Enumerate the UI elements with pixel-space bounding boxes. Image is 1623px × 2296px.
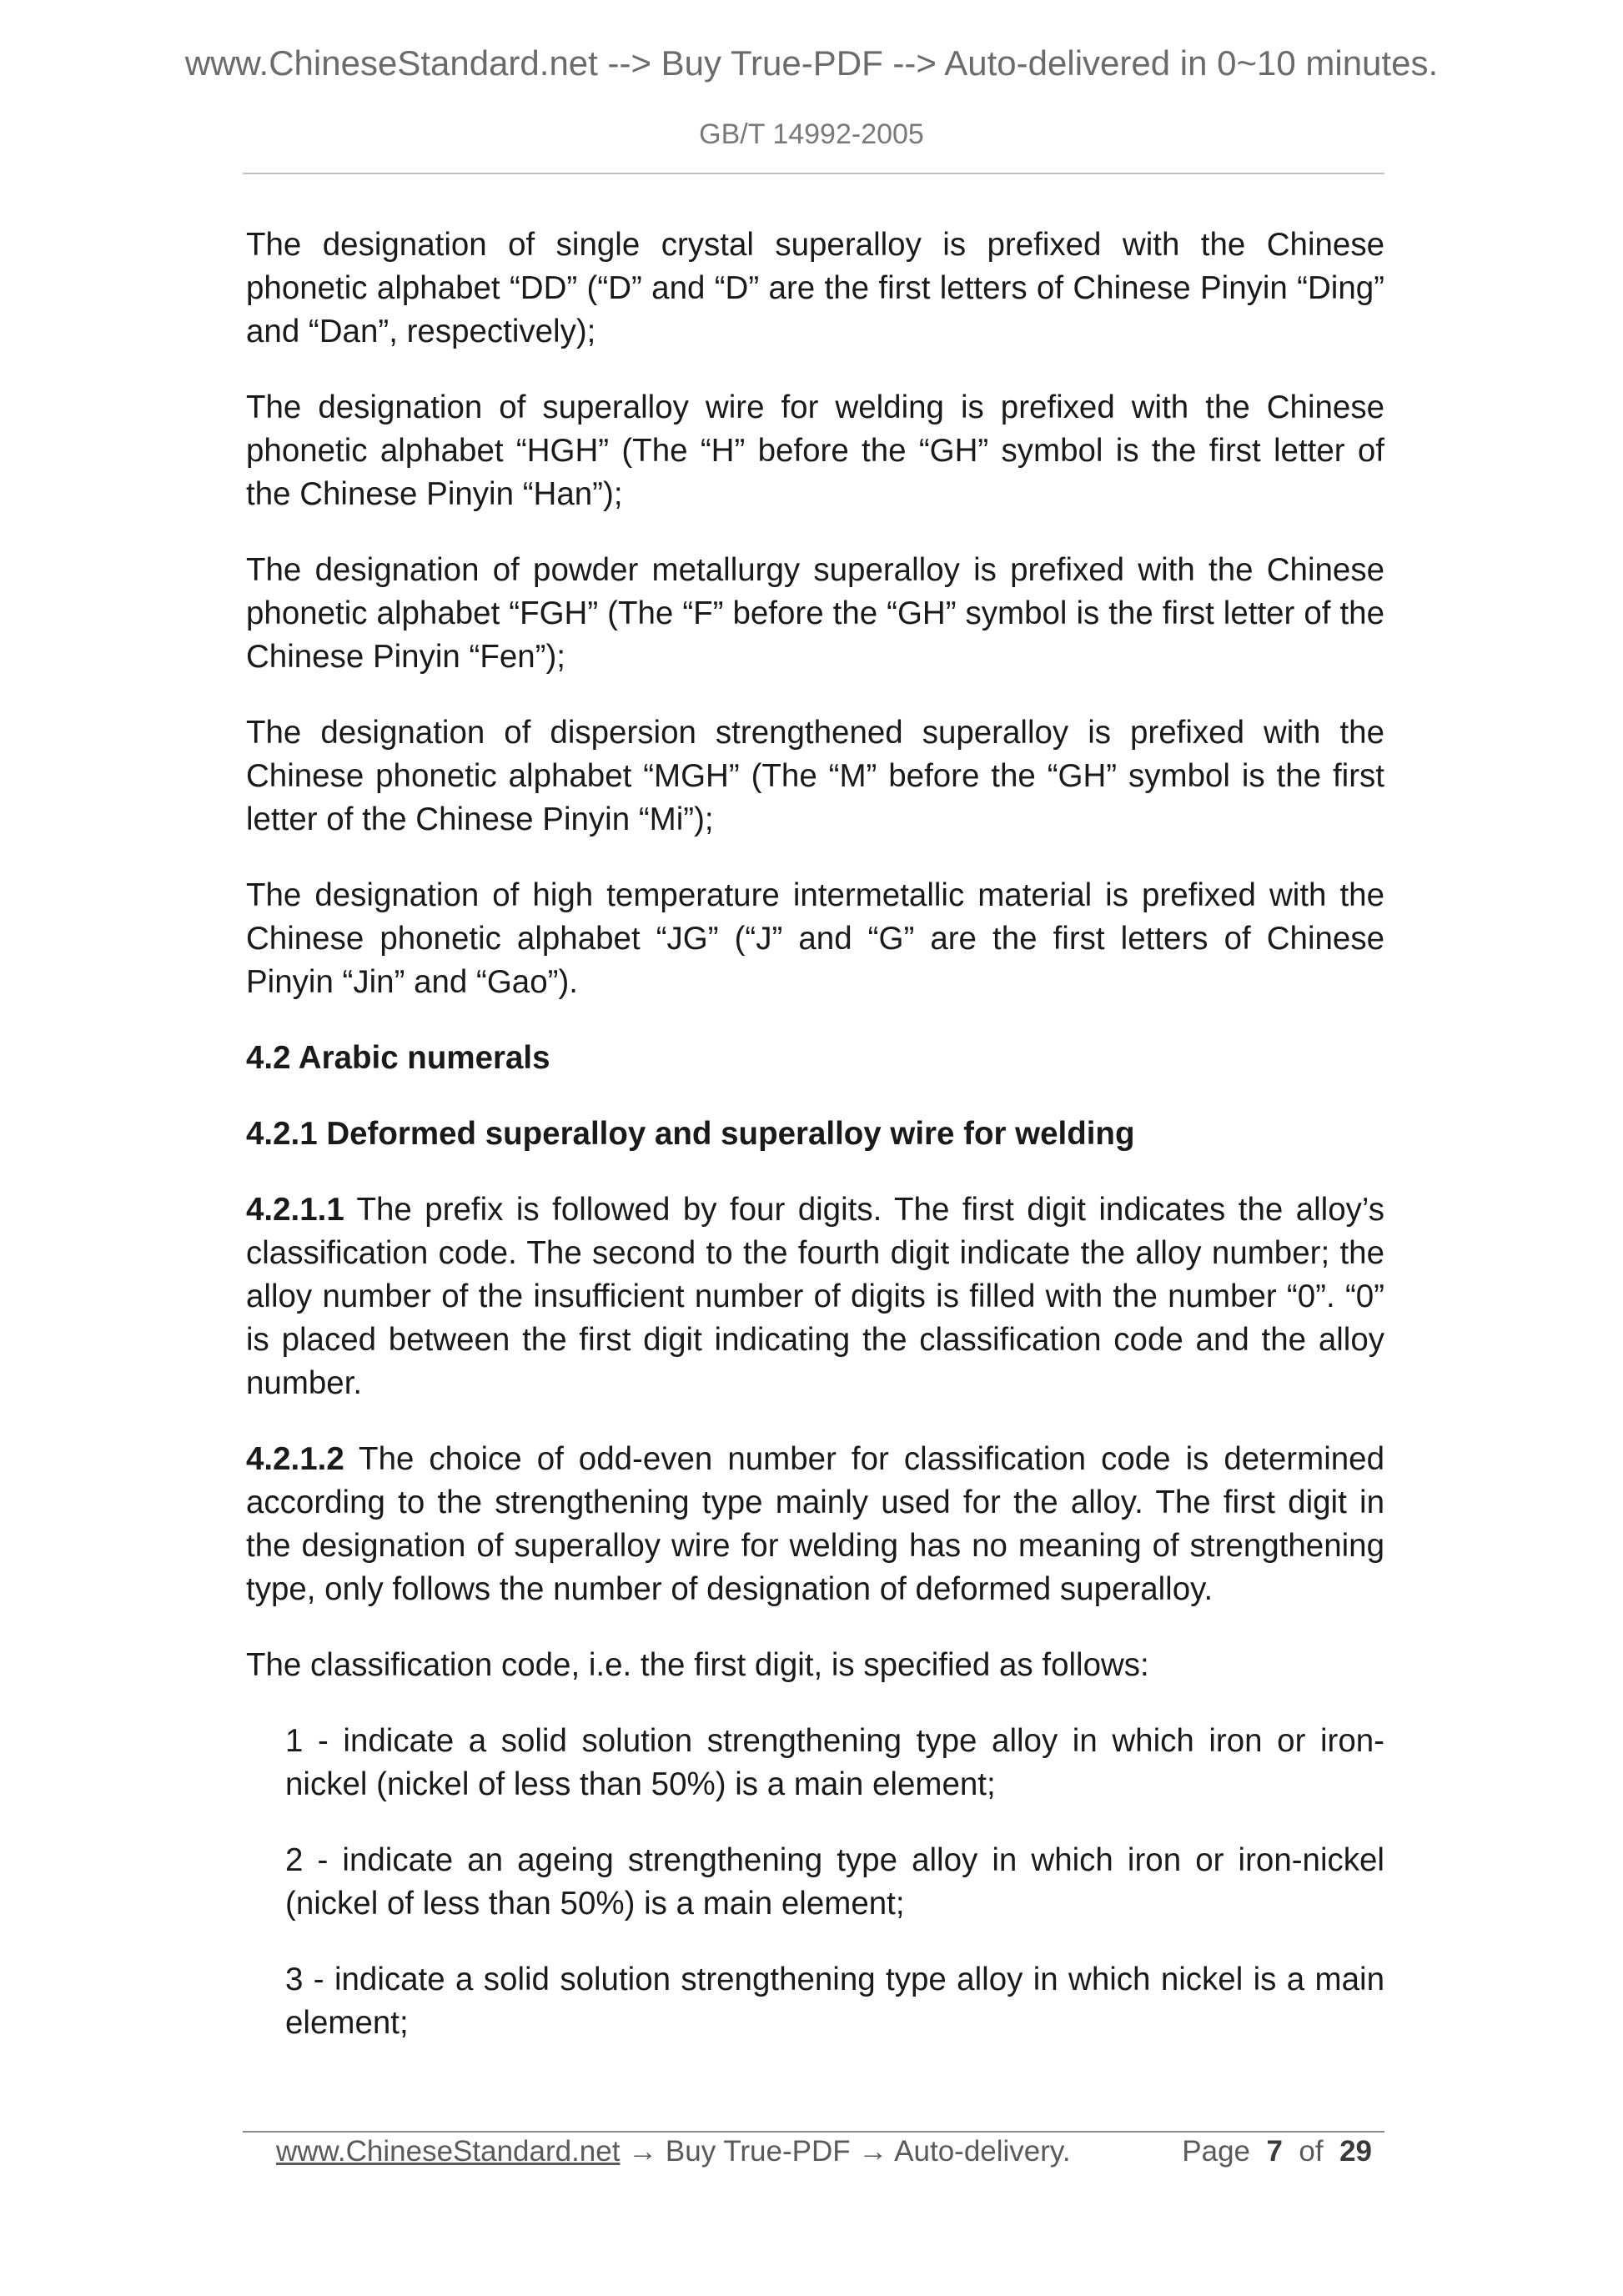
list-item: 1 - indicate a solid solution strengthening type alloy in which iron or iron-nickel (nickel of less than 50%) is a main element; <box>285 1723 1384 1802</box>
header-divider <box>243 173 1384 174</box>
clause-number: 4.2.1.2 <box>246 1441 344 1477</box>
clause-number: 4.2.1.1 <box>246 1192 344 1228</box>
heading-4-2-1: 4.2.1 Deformed superalloy and superalloy wire for welding <box>246 1116 1135 1152</box>
page-total: 29 <box>1339 2135 1372 2168</box>
classification-intro: The classification code, i.e. the first digit, is specified as follows: <box>246 1647 1149 1683</box>
document-id: GB/T 14992-2005 <box>699 118 924 150</box>
footer-link[interactable]: www.ChineseStandard.net <box>276 2135 621 2168</box>
footer-divider <box>243 2131 1384 2133</box>
clause-4-2-1-1 <box>246 1188 1384 1405</box>
list-item: 3 - indicate a solid solution strengthening type alloy in which nickel is a main element; <box>285 1962 1384 2041</box>
clause-text: The choice of odd-even number for classification code is determined according to the strengthening type mainly used for the alloy. The first digit in the designation of superalloy wire for welding has no meaning of strengthening type, only follows the number of designation of deformed superalloy. <box>246 1441 1384 1607</box>
document-body <box>246 224 1384 2077</box>
clause-4-2-1-2 <box>246 1438 1384 1611</box>
page-number: 7 <box>1266 2135 1283 2168</box>
paragraph-intermetallic: The designation of high temperature intermetallic material is prefixed with the Chinese phonetic alphabet “JG” (“J” and “G” are the first letters of Chinese Pinyin “Jin” and “Gao”). <box>246 877 1384 1000</box>
heading-4-2: 4.2 Arabic numerals <box>246 1040 550 1076</box>
paragraph-powder-metallurgy: The designation of powder metallurgy superalloy is prefixed with the Chinese phonetic alphabet “FGH” (The “F” before the “GH” symbol is the first letter of the Chinese Pinyin “Fen”); <box>246 552 1384 675</box>
paragraph-single-crystal: The designation of single crystal superalloy is prefixed with the Chinese phonetic alphabet “DD” (“D” and “D” are the first letters of Chinese Pinyin “Ding” and “Dan”, respectively); <box>246 227 1384 349</box>
top-banner: www.ChineseStandard.net --> Buy True-PDF --> Auto-delivered in 0~10 minutes. <box>184 43 1439 83</box>
list-item: 2 - indicate an ageing strengthening type alloy in which iron or iron-nickel (nickel of less than 50%) is a main element; <box>285 1842 1384 1922</box>
page-label: Page <box>1182 2135 1251 2168</box>
footer-tail: → Buy True-PDF → Auto-delivery. <box>620 2135 1071 2168</box>
page-footer <box>243 2135 1384 2168</box>
page-indicator <box>1182 2135 1372 2168</box>
of-label: of <box>1299 2135 1324 2168</box>
footer-promo <box>276 2135 1071 2168</box>
clause-text: The prefix is followed by four digits. The first digit indicates the alloy’s classification code. The second to the fourth digit indicate the alloy number; the alloy number of the insufficient number of digits is filled with the number “0”. “0” is placed between the first digit indicating the classification code and the alloy number. <box>246 1192 1384 1401</box>
paragraph-welding-wire: The designation of superalloy wire for welding is prefixed with the Chinese phonetic alphabet “HGH” (The “H” before the “GH” symbol is the first letter of the Chinese Pinyin “Han”); <box>246 389 1384 512</box>
paragraph-dispersion: The designation of dispersion strengthened superalloy is prefixed with the Chinese phonetic alphabet “MGH” (The “M” before the “GH” symbol is the first letter of the Chinese Pinyin “Mi”); <box>246 715 1384 837</box>
